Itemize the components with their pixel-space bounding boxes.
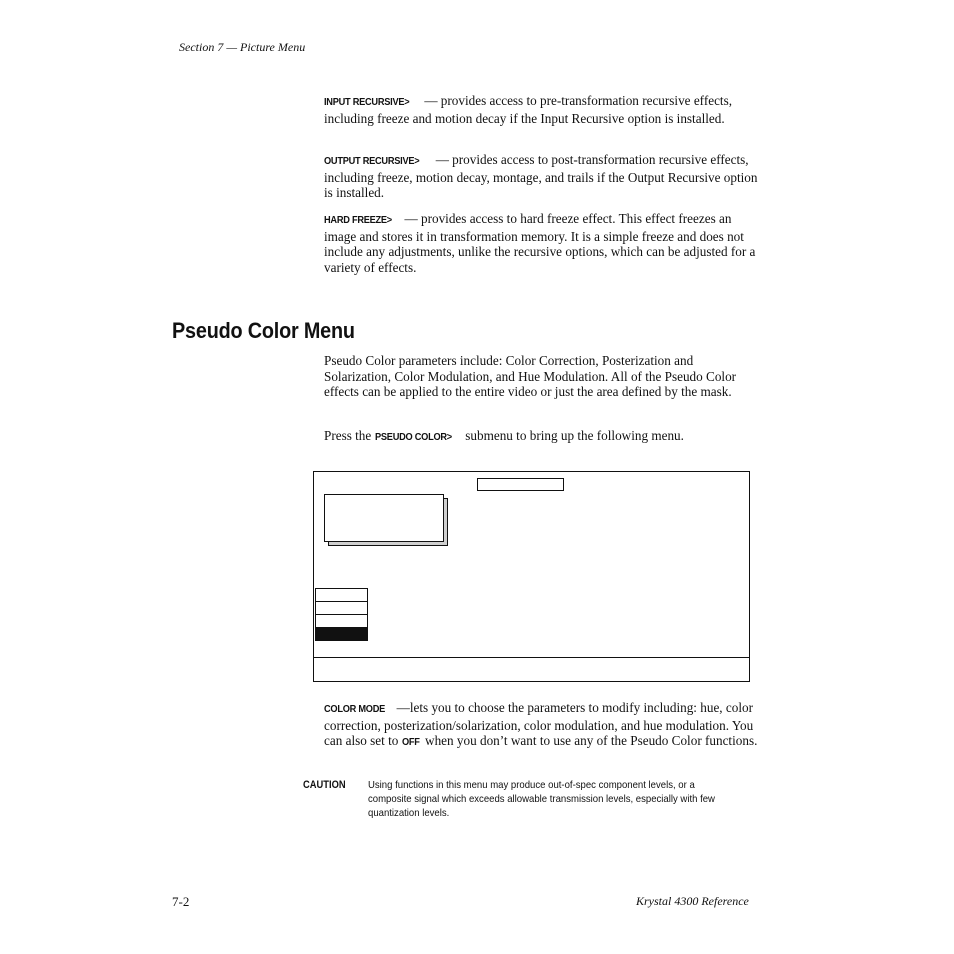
section-heading: Pseudo Color Menu bbox=[172, 318, 355, 343]
running-header: Section 7 — Picture Menu bbox=[179, 40, 306, 54]
option-description: — provides access to hard freeze effect. This effect freezes an image and stores it in transformation memory. It is a simple freeze and does not include any adjustments, unlike the recursive options, which can be adjusted for a variety of effects. bbox=[324, 211, 756, 275]
option-description: — provides access to post-transformation recursive effects, including freeze, motion decay, montage, and trails if the Output Recursive option is installed. bbox=[324, 152, 758, 201]
color-mode-keyword: COLOR MODE bbox=[324, 703, 386, 715]
caution-text: Using functions in this menu may produce out-of-spec component levels, or a composite signal which exceeds allowable transmission levels, especially with few quantization levels. bbox=[368, 780, 715, 819]
option-input-recursive bbox=[324, 93, 760, 126]
menu-parameter-panel bbox=[324, 494, 444, 542]
soft-button-3[interactable] bbox=[315, 614, 368, 628]
press-prefix: Press the bbox=[324, 428, 375, 443]
soft-button-4-selected[interactable] bbox=[315, 627, 368, 641]
page-number: 7-2 bbox=[172, 894, 190, 909]
color-mode-text-2: when you don’t want to use any of the Pseudo Color functions. bbox=[421, 733, 758, 749]
option-keyword: HARD FREEZE> bbox=[324, 214, 392, 226]
soft-button-2[interactable] bbox=[315, 601, 368, 615]
menu-divider bbox=[314, 657, 749, 658]
off-keyword: OFF bbox=[401, 736, 420, 749]
press-suffix: submenu to bring up the following menu. bbox=[461, 428, 684, 443]
document-title: Krystal 4300 Reference bbox=[636, 894, 749, 908]
soft-button-1[interactable] bbox=[315, 588, 368, 602]
option-keyword: OUTPUT RECURSIVE> bbox=[324, 155, 420, 167]
section-intro: Pseudo Color parameters include: Color Correction, Posterization and Solarization, Color Modulation, and Hue Modulation. All of the Pseudo Color effects can be applied to the entire video or just the area defined by the mask. bbox=[324, 353, 737, 400]
option-hard-freeze bbox=[324, 211, 760, 275]
submenu-keyword: PSEUDO COLOR> bbox=[374, 431, 452, 443]
color-mode-description bbox=[324, 700, 760, 751]
menu-title-field bbox=[477, 478, 564, 491]
option-output-recursive bbox=[324, 152, 760, 201]
caution-label: CAUTION bbox=[303, 779, 346, 791]
option-keyword: INPUT RECURSIVE> bbox=[324, 96, 410, 108]
pseudo-color-menu-diagram bbox=[313, 471, 750, 682]
color-mode-text-1: —lets you to choose the parameters to modify including: hue, color correction, posterization/solarization, color modulation, and hue modulation. You can also set to bbox=[324, 700, 754, 749]
press-instruction bbox=[324, 428, 760, 446]
option-description: — provides access to pre-transformation recursive effects, including freeze and motion decay if the Input Recursive option is installed. bbox=[324, 93, 733, 126]
